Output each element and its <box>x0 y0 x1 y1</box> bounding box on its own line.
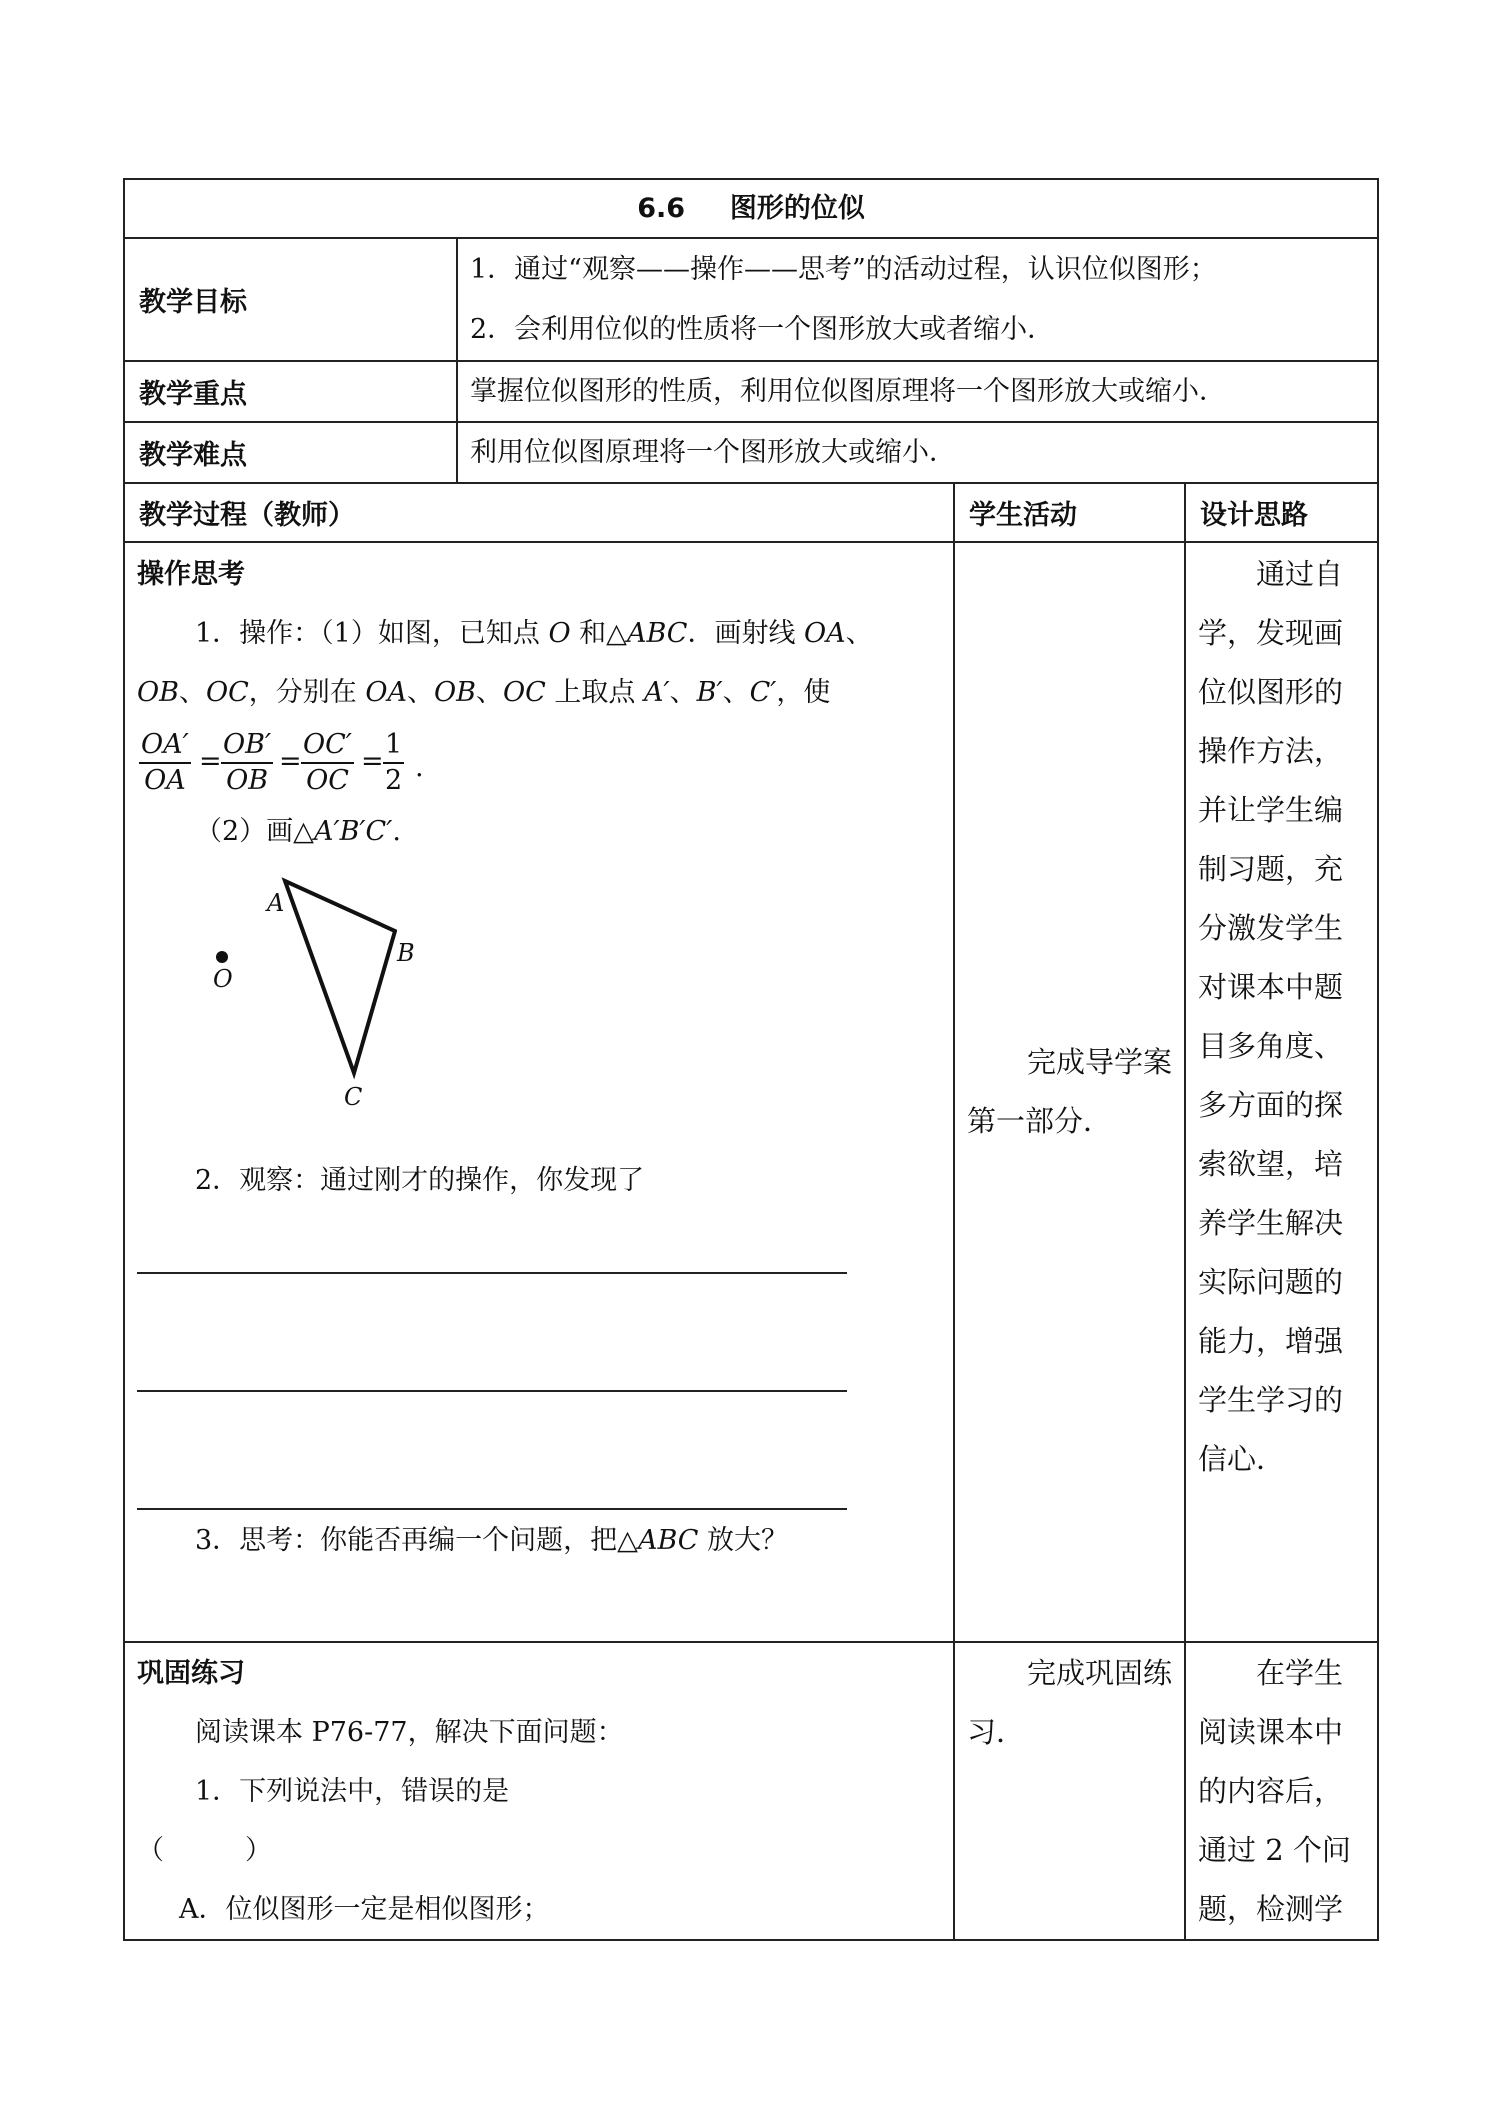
goal-item: 2．会利用位似的性质将一个图形放大或者缩小． <box>470 314 1055 345</box>
fraction <box>301 728 354 798</box>
section1-heading: 操作思考 <box>137 559 245 590</box>
section2-row <box>124 1642 1378 1940</box>
answer-paren: （ ） <box>137 1835 272 1866</box>
triangle-abc-shape <box>285 881 395 1073</box>
goal-label: 教学目标 <box>124 238 457 361</box>
ray-oc: OC <box>503 677 546 708</box>
think-text: 放大？ <box>698 1525 789 1556</box>
point-c-prime: C′ <box>749 677 777 708</box>
triangle-diagram <box>137 861 941 1151</box>
fraction-num: 1 <box>383 728 404 764</box>
think-line <box>137 1511 941 1570</box>
section2-process <box>124 1642 954 1940</box>
separator: 、 <box>476 677 503 708</box>
difficulty-label: 教学难点 <box>124 422 457 483</box>
title-number: 6.6 <box>637 193 686 224</box>
op-text: 和△ <box>570 618 627 649</box>
fraction-den: OC <box>306 765 349 796</box>
section1-design <box>1185 542 1378 1642</box>
title-row <box>124 179 1378 238</box>
separator: 、 <box>669 677 697 708</box>
page-title <box>124 179 1378 238</box>
ray-oa: OA <box>804 618 846 649</box>
draw-text: （2）画△ <box>195 816 314 847</box>
operation-line1 <box>137 604 941 663</box>
key-label: 教学重点 <box>124 361 457 422</box>
lesson-table <box>123 178 1379 1941</box>
op-text: ，分别在 <box>248 677 366 708</box>
fraction-den: OA <box>144 765 186 796</box>
section1-row <box>124 542 1378 1642</box>
op-text: ．画射线 <box>687 618 805 649</box>
goal-item: 1．通过“观察——操作——思考”的活动过程，认识位似图形； <box>470 254 1217 285</box>
op-text: 上取点 <box>545 677 644 708</box>
operation-line2 <box>137 663 941 722</box>
separator: 、 <box>407 677 435 708</box>
think-text: 3．思考：你能否再编一个问题，把△ <box>195 1525 638 1556</box>
ray-oa: OA <box>365 677 408 708</box>
triangle-abc: ABC <box>626 618 688 649</box>
fraction <box>139 728 191 798</box>
key-row <box>124 361 1378 422</box>
label-a: A <box>267 889 285 917</box>
section2-heading: 巩固练习 <box>137 1658 245 1689</box>
goal-row <box>124 238 1378 361</box>
equals-sign: = <box>279 746 302 777</box>
ratio-equation <box>137 722 941 802</box>
ray-oc: OC <box>205 677 249 708</box>
ray-ob: OB <box>137 677 179 708</box>
goal-content <box>457 238 1378 361</box>
fraction-den: OB <box>226 765 269 796</box>
header-design: 设计思路 <box>1185 483 1378 542</box>
fraction-num: OB′ <box>221 728 273 764</box>
section2-design <box>1185 1642 1378 1940</box>
section2-student <box>954 1642 1185 1940</box>
observe-line: 2．观察：通过刚才的操作，你发现了 <box>195 1165 645 1196</box>
fraction <box>383 728 404 798</box>
equals-sign: = <box>199 746 222 777</box>
read-line: 阅读课本 P76-77，解决下面问题： <box>195 1717 624 1748</box>
period: . <box>415 752 424 783</box>
student-activity: 完成巩固练习． <box>967 1656 1173 1749</box>
label-o: O <box>213 965 233 993</box>
point-b-prime: B′ <box>696 677 723 708</box>
separator: 、 <box>178 677 206 708</box>
ray-ob: OB <box>434 677 476 708</box>
header-process: 教学过程（教师） <box>124 483 954 542</box>
answer-line <box>137 1508 847 1510</box>
draw-instruction <box>137 802 941 861</box>
fraction <box>221 728 273 798</box>
point-o-dot <box>216 951 228 963</box>
student-activity: 完成导学案第一部分． <box>967 1045 1173 1138</box>
point-o: O <box>548 618 571 649</box>
equals-sign: = <box>361 746 384 777</box>
difficulty-row <box>124 422 1378 483</box>
header-student: 学生活动 <box>954 483 1185 542</box>
title-text: 图形的位似 <box>729 193 865 224</box>
point-a-prime: A′ <box>643 677 670 708</box>
op-text: ，使 <box>776 677 831 708</box>
design-idea: 在学生阅读课本中的内容后，通过 2 个问题，检测学 <box>1198 1656 1351 1926</box>
key-content: 掌握位似图形的性质，利用位似图原理将一个图形放大或缩小． <box>457 361 1378 422</box>
fraction-den: 2 <box>385 765 403 796</box>
triangle-a-prime: A′B′C′ <box>313 816 393 847</box>
question-1: 1．下列说法中，错误的是 <box>195 1776 510 1807</box>
option-a: A．位似图形一定是相似图形； <box>179 1894 550 1925</box>
separator: 、 <box>845 618 873 649</box>
design-idea: 通过自学，发现画位似图形的操作方法，并让学生编制习题，充分激发学生对课本中题目多角度、多方面的探索欲望，培养学生解决实际问题的能力，增强学生学习的信心． <box>1198 557 1344 1476</box>
difficulty-content: 利用位似图原理将一个图形放大或缩小． <box>457 422 1378 483</box>
separator: 、 <box>722 677 750 708</box>
op-text: 1．操作：（1）如图，已知点 <box>195 618 549 649</box>
section1-process <box>124 542 954 1642</box>
label-c: C <box>344 1083 363 1111</box>
fraction-num: OC′ <box>301 728 354 764</box>
fraction-num: OA′ <box>139 728 191 764</box>
triangle-abc: ABC <box>637 1525 699 1556</box>
section1-student <box>954 542 1185 1642</box>
header-row <box>124 483 1378 542</box>
label-b: B <box>397 939 415 967</box>
draw-text: . <box>392 816 401 847</box>
